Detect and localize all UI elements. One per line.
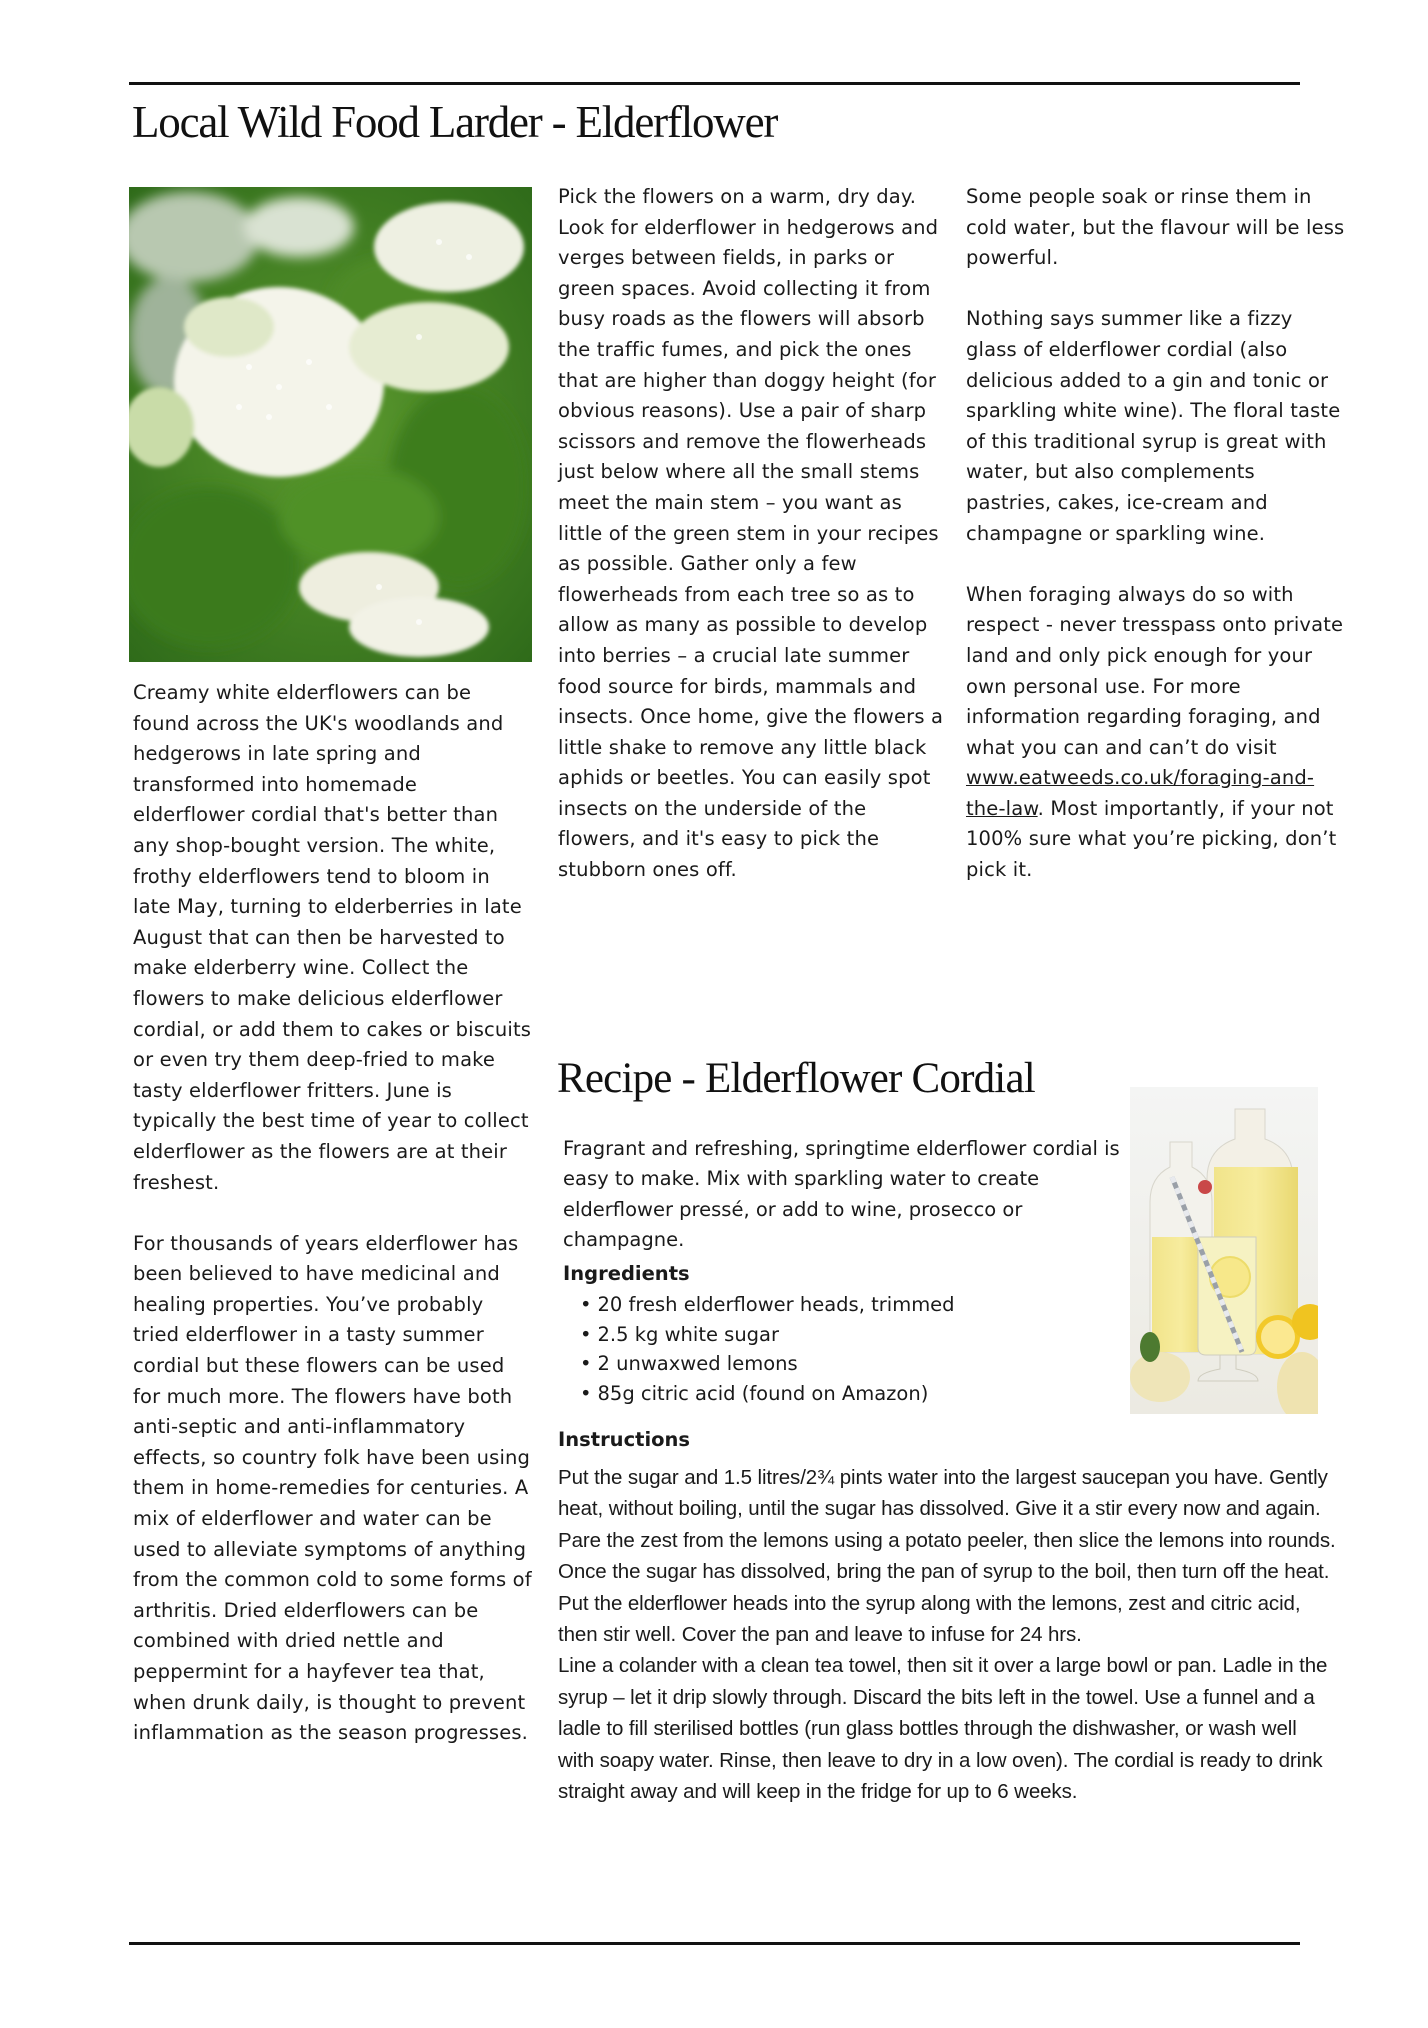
- ingredients-list: [580, 1290, 955, 1408]
- intro-paragraph-1: Creamy white elderflowers can be found across the UK's woodlands and hedgerows in late spring and transformed into homemade elderflower cordial that's better than any shop-bought version. The white, frothy elderflowers tend to bloom in late May, turning to elderberries in late August that can then be harvested to make elderberry wine. Collect the flowers to make delicious elderflower cordial, or add them to cakes or biscuits or even try them deep-fried to make tasty elderflower fritters. June is typically the best time of year to collect elderflower as the flowers are at their freshest.: [133, 681, 532, 1194]
- ingredient-item: • 2.5 kg white sugar: [580, 1320, 955, 1350]
- summer-paragraph: Nothing says summer like a fizzy glass of elderflower cordial (also delicious added to a gin and tonic or sparkling white wine). The floral taste of this traditional syrup is great with water, but also complements pastries, cakes, ice-cream and champagne or sparkling wine.: [966, 307, 1341, 545]
- foraging-paragraph: [966, 580, 1346, 886]
- ingredient-item: • 20 fresh elderflower heads, trimmed: [580, 1290, 955, 1320]
- intro-paragraph-2: For thousands of years elderflower has been believed to have medicinal and healing properties. You’ve probably tried elderflower in a tasty summer cordial but these flowers can be used for much more. The flowers have both anti-septic and anti-inflammatory effects, so country folk have been using them in home-remedies for centuries. A mix of elderflower and water can be used to alleviate symptoms of anything from the common cold to some forms of arthritis. Dried elderflowers can be combined with dried nettle and peppermint for a hayfever tea that, when drunk daily, is thought to prevent inflammation as the season progresses.: [133, 1231, 532, 1745]
- bottom-rule: [129, 1942, 1300, 1945]
- instructions-step-1: Put the sugar and 1.5 litres/2¾ pints water into the largest saucepan you have. Gently heat, without boiling, until the sugar has dissolved. Give it a stir every now and again. Pare the zest from the lemons using a potato peeler, then slice the lemons into rounds. Once the sugar has dissolved, bring the pan of syrup to the boil, then turn off the heat. Put the elderflower heads into the syrup along with the lemons, zest and citric acid, then stir well. Cover the pan and leave to infuse for 24 hrs.: [558, 1466, 1336, 1647]
- elderflower-photo: [129, 187, 532, 662]
- recipe-title: Recipe - Elderflower Cordial: [557, 1055, 1035, 1102]
- instructions-step-2: Line a colander with a clean tea towel, then sit it over a large bowl or pan. Ladle in the syrup – let it drip slowly through. Discard the bits left in the towel. Use a funnel and a ladle to fill sterilised bottles (run glass bottles through the dishwasher, or wash well with soapy water. Rinse, then leave to dry in a low oven). The cordial is ready to drink straight away and will keep in the fridge for up to 6 weeks.: [558, 1654, 1328, 1804]
- eatweeds-link[interactable]: www.eatweeds.co.uk/foraging-and-the-law: [966, 766, 1315, 820]
- cordial-photo: [1130, 1087, 1318, 1414]
- picking-column: [558, 182, 948, 886]
- top-rule: [129, 82, 1300, 85]
- rinse-paragraph: Some people soak or rinse them in cold water, but the flavour will be less powerful.: [966, 185, 1345, 270]
- picking-paragraph: Pick the flowers on a warm, dry day. Look for elderflower in hedgerows and verges between fields, in parks or green spaces. Avoid collecting it from busy roads as the flowers will absorb the traffic fumes, and pick the ones that are higher than doggy height (for obvious reasons). Use a pair of sharp scissors and remove the flowerheads just below where all the small stems meet the main stem – you want as little of the green stem in your recipes as possible. Gather only a few flowerheads from each tree so as to allow as many as possible to develop into berries – a crucial late summer food source for birds, mammals and insects. Once home, give the flowers a little shake to remove any little black aphids or beetles. You can easily spot insects on the underside of the flowers, and it's easy to pick the stubborn ones off.: [558, 185, 944, 882]
- ingredients-heading: Ingredients: [563, 1262, 690, 1285]
- cordial-image-icon: [1130, 1087, 1318, 1414]
- foraging-text: When foraging always do so with respect - never tresspass onto private land and only pick enough for your own personal use. For more information regarding foraging, and what you can and can’t do visit: [966, 582, 1344, 759]
- recipe-intro: Fragrant and refreshing, springtime elderflower cordial is easy to make. Mix with sparkling water to create elderflower pressé, or add to wine, prosecco or champagne.: [563, 1137, 1120, 1252]
- ingredient-item: • 2 unwaxwed lemons: [580, 1349, 955, 1379]
- intro-column: [133, 678, 533, 1749]
- page-title: Local Wild Food Larder - Elderflower: [132, 97, 778, 147]
- instructions-body: [558, 1462, 1338, 1807]
- ingredient-item: • 85g citric acid (found on Amazon): [580, 1379, 955, 1409]
- elderflower-image-icon: [129, 187, 532, 662]
- foraging-text-end: . Most importantly, if your not 100% sure what you’re picking, don’t pick it.: [966, 796, 1337, 882]
- instructions-heading: Instructions: [558, 1428, 691, 1451]
- uses-column: [966, 182, 1346, 886]
